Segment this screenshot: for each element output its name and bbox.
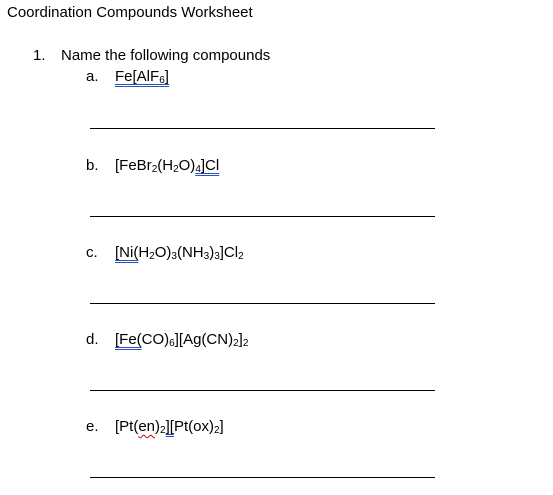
worksheet-title: Coordination Compounds Worksheet <box>7 4 253 21</box>
item-e <box>86 418 224 436</box>
answer-line-b <box>90 216 435 217</box>
item-letter: e. <box>86 418 99 435</box>
answer-line-d <box>90 390 435 391</box>
item-letter: b. <box>86 157 99 174</box>
formula-text: Fe[AlF$_6$] <box>115 68 169 86</box>
item-b <box>86 157 219 175</box>
answer-line-e <box>90 477 435 478</box>
formula-text: $[FeBr_2(H_2O)_4]Cl$ <box>115 157 220 175</box>
answer-line-a <box>90 128 435 129</box>
formula-text: $[Pt(en)_2][Pt(ox)_2]$ <box>115 418 224 436</box>
question-1 <box>33 47 270 65</box>
item-d <box>86 331 248 349</box>
question-text: Name the following compounds <box>61 47 271 64</box>
formula-text: $[Ni(H_2O)_3(NH_3)_3]Cl_2$ <box>115 244 244 262</box>
formula-text: $[Fe(CO)_6][Ag(CN)_2]_2$ <box>115 331 249 349</box>
item-a <box>86 68 169 86</box>
item-letter: d. <box>86 331 99 348</box>
answer-line-c <box>90 303 435 304</box>
question-number: 1. <box>33 47 46 64</box>
item-letter: a. <box>86 68 99 85</box>
item-c <box>86 244 244 262</box>
item-letter: c. <box>86 244 98 261</box>
